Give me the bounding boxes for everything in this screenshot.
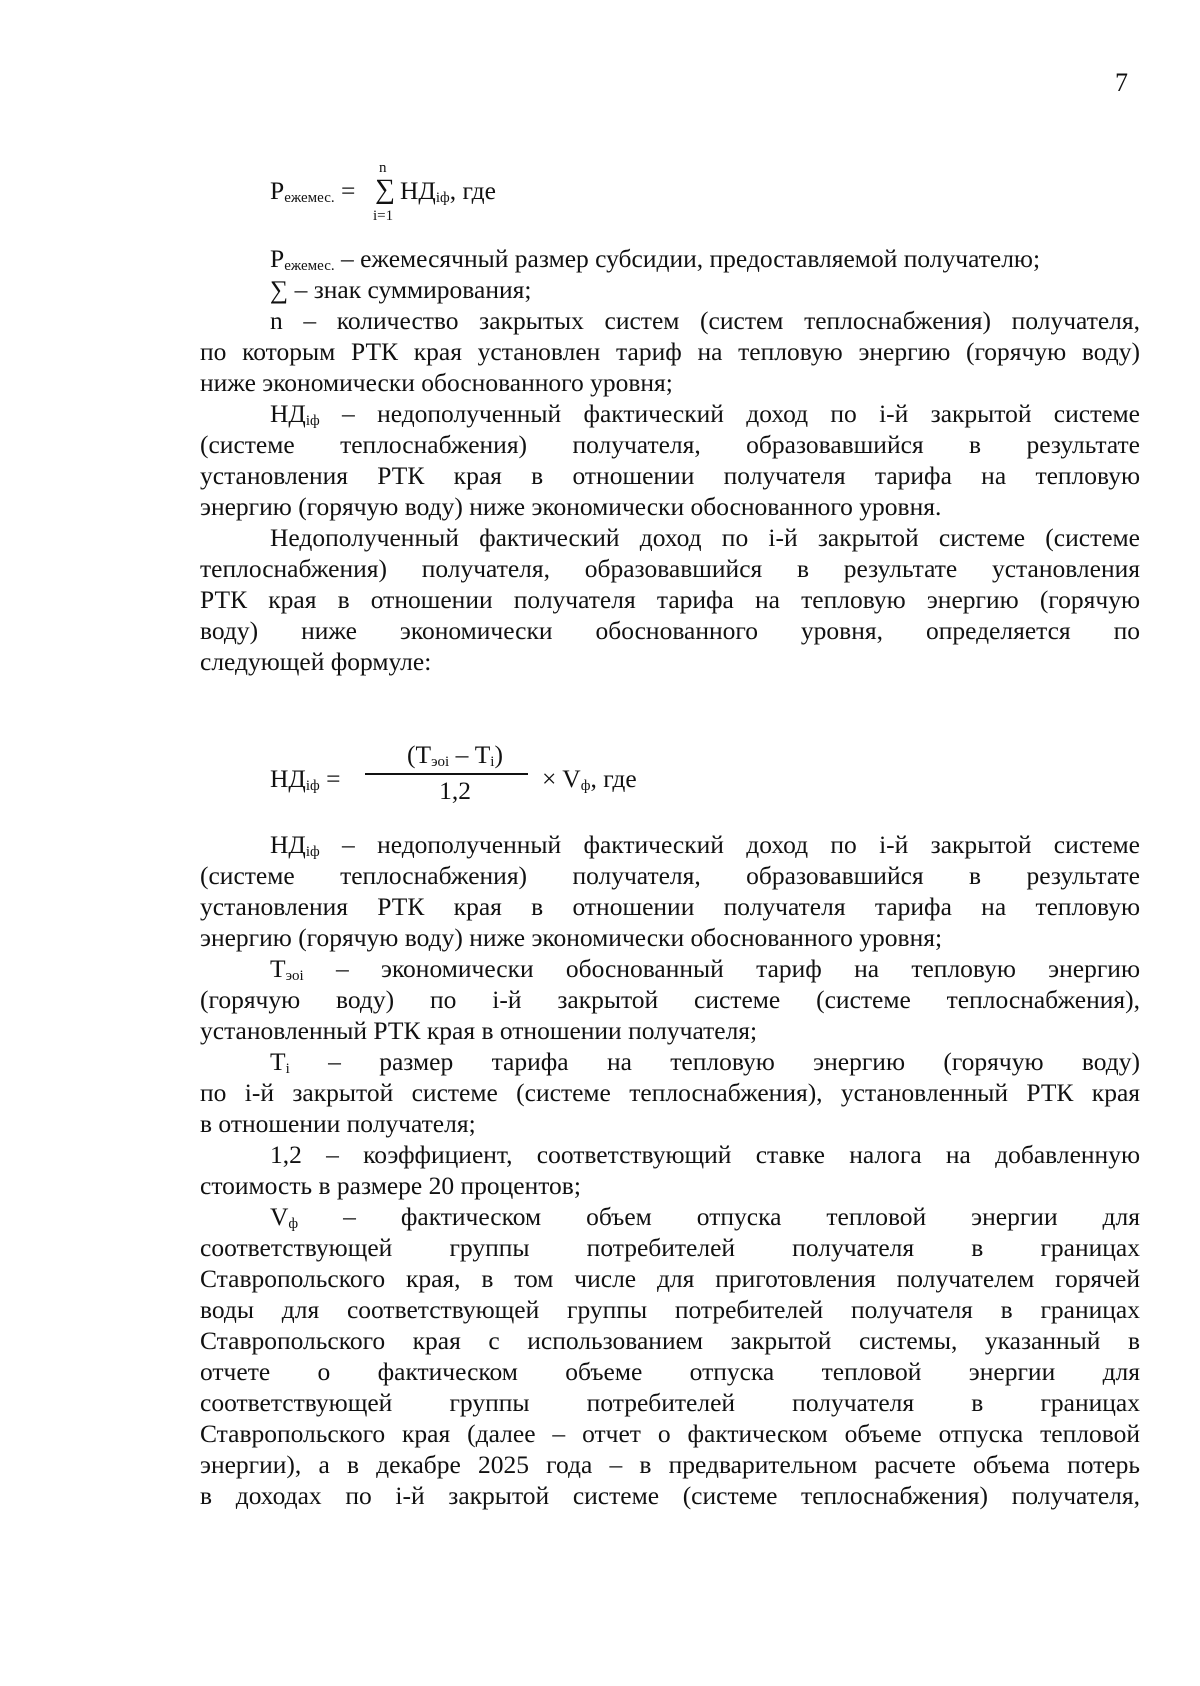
def-teo-line: установленный РТК края в отношении получателя; [200, 1016, 758, 1045]
page-number: 7 [1115, 68, 1128, 97]
def-v-line: отчете о фактическом объеме отпуска тепловой энергии для [200, 1357, 1140, 1386]
def-nd2-line: энергию (горячую воду) ниже экономически обоснованного уровня; [200, 923, 943, 952]
intro-line: следующей формуле: [200, 647, 432, 676]
intro-line: теплоснабжения) получателя, образовавшийся в результате установления [200, 554, 1140, 583]
def-nd-line: (системе теплоснабжения) получателя, образовавшийся в результате [200, 430, 1140, 459]
formula-rhs: × $V_ф$, где [542, 764, 637, 794]
def-teo-line: (горячую воду) по i-й закрытой системе (системе теплоснабжения), [200, 985, 1140, 1014]
def-nd2-line: установления РТК края в отношении получателя тарифа на тепловую [200, 892, 1140, 921]
fraction-numerator: $(Т_{эоi} - Т_i)$ [407, 740, 503, 770]
formula-rhs: $НД_{iф}$, где [400, 176, 496, 206]
def-coef-line: стоимость в размере 20 процентов; [200, 1171, 581, 1200]
formula-nd [270, 740, 670, 810]
def-nd2-line: $НД_{iф}$ – недополученный фактический доход по i-й закрытой системе [270, 830, 1140, 860]
def-n-line: n – количество закрытых систем (систем теплоснабжения) получателя, [270, 306, 1140, 335]
intro-line: воду) ниже экономически обоснованного уровня, определяется по [200, 616, 1140, 645]
def-n-line: ниже экономически обоснованного уровня; [200, 368, 673, 397]
formula-monthly-subsidy [270, 160, 570, 230]
def-nd2-line: (системе теплоснабжения) получателя, образовавшийся в результате [200, 861, 1140, 890]
def-v-line: $V_ф$ – фактическом объем отпуска тепловой энергии для [270, 1202, 1140, 1232]
def-ti-line: $Т_i$ – размер тарифа на тепловую энергию (горячую воду) [270, 1047, 1140, 1077]
def-v-line: соответствующей группы потребителей получателя в границах [200, 1233, 1140, 1262]
sum-sign: ∑ [375, 174, 395, 205]
sum-upper-limit: n [379, 160, 387, 176]
def-p-monthly: $P_{ежемес.}$ – ежемесячный размер субсидии, предоставляемой получателю; [270, 244, 1041, 274]
formula-lhs: $НД_{iф}$ = [270, 764, 341, 794]
formula-lhs: $P_{ежемес.}$ = [270, 176, 356, 206]
def-nd-line: установления РТК края в отношении получателя тарифа на тепловую [200, 461, 1140, 490]
def-v-line: энергии), а в декабре 2025 года – в предварительном расчете объема потерь [200, 1450, 1140, 1479]
def-v-line: воды для соответствующей группы потребителей получателя в границах [200, 1295, 1140, 1324]
fraction-bar [365, 773, 528, 775]
def-v-line: соответствующей группы потребителей получателя в границах [200, 1388, 1140, 1417]
intro-line: Недополученный фактический доход по i-й закрытой системе (системе [270, 523, 1140, 552]
def-teo-line: $Т_{эоi}$ – экономически обоснованный тариф на тепловую энергию [270, 954, 1140, 984]
intro-line: РТК края в отношении получателя тарифа на тепловую энергию (горячую [200, 585, 1140, 614]
def-coef-line: 1,2 – коэффициент, соответствующий ставке налога на добавленную [270, 1140, 1140, 1169]
def-sigma: ∑ – знак суммирования; [270, 275, 532, 304]
def-nd-line: энергию (горячую воду) ниже экономически обоснованного уровня. [200, 492, 942, 521]
def-n-line: по которым РТК края установлен тариф на тепловую энергию (горячую воду) [200, 337, 1140, 366]
def-v-line: Ставропольского края, в том числе для приготовления получателем горячей [200, 1264, 1140, 1293]
def-ti-line: по i-й закрытой системе (системе теплоснабжения), установленный РТК края [200, 1078, 1140, 1107]
def-v-line: Ставропольского края с использованием закрытой системы, указанный в [200, 1326, 1140, 1355]
def-v-line: в доходах по i-й закрытой системе (системе теплоснабжения) получателя, [200, 1481, 1140, 1510]
def-nd-line: $НД_{iф}$ – недополученный фактический доход по i-й закрытой системе [270, 399, 1140, 429]
def-v-line: Ставропольского края (далее – отчет о фактическом объеме отпуска тепловой [200, 1419, 1140, 1448]
fraction-denominator: 1,2 [439, 776, 471, 805]
def-ti-line: в отношении получателя; [200, 1109, 476, 1138]
sum-lower-limit: i=1 [373, 208, 394, 224]
